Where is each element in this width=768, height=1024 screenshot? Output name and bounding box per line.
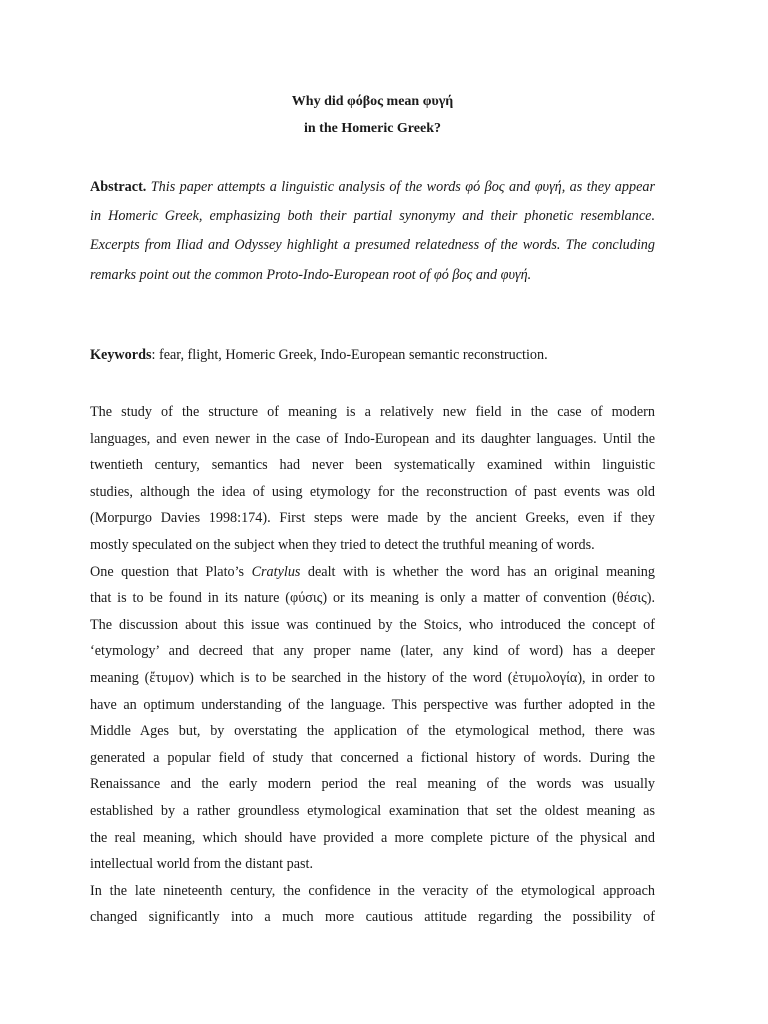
text-line: Middle Ages but, by overstating the application of the etymological method, there was	[90, 723, 655, 740]
text-line: twentieth century, semantics had never been systematically examined within linguistic	[90, 457, 655, 474]
text-line: In the late nineteenth century, the confidence in the veracity of the etymological approach	[90, 882, 655, 899]
text-line	[90, 559, 655, 586]
keywords-text: : fear, flight, Homeric Greek, Indo-European semantic reconstruction.	[151, 347, 548, 363]
text-line: mostly speculated on the subject when they tried to detect the truthful meaning of words.	[90, 536, 595, 553]
text-line: meaning (ἔτυμον) which is to be searched in the history of the word (ἐτυμολογία), in order to	[90, 669, 655, 686]
cratylus-title: Cratylus	[251, 563, 301, 580]
text-line: The discussion about this issue was continued by the Stoics, who introduced the concept of	[90, 616, 655, 633]
text-line: changed significantly into a much more cautious attitude regarding the possibility of	[90, 909, 655, 926]
abstract-text: This paper attempts a linguistic analysis of the words φό βος and φυγή, as they appear in Homeric Greek, emphasizing both their partial synonymy and their phonetic resemblance. Excerpts from Iliad and Odyssey highlight a presumed relatedness of the words. The concluding remarks point out the common Proto-Indo-European root of φό βος and φυγή.	[90, 179, 655, 283]
text-line: generated a popular field of study that concerned a fictional history of words. During the	[90, 749, 655, 766]
text-line: have an optimum understanding of the language. This perspective was further adopted in the	[90, 696, 655, 713]
text-line: (Morpurgo Davies 1998:174). First steps were made by the ancient Greeks, even if they	[90, 510, 655, 527]
paper-title-line-2: in the Homeric Greek?	[304, 121, 441, 136]
text-line: established by a rather groundless etymological examination that set the oldest meaning as	[90, 802, 655, 819]
text-fragment: One question that Plato’s	[90, 563, 252, 580]
text-line: the real meaning, which should have provided a more complete picture of the physical and	[90, 829, 655, 846]
keywords-line	[90, 345, 655, 365]
body-paragraph-3	[90, 878, 655, 931]
text-line: ‘etymology’ and decreed that any proper name (later, any kind of word) has a deeper	[90, 643, 655, 660]
text-line: The study of the structure of meaning is a relatively new field in the case of modern	[90, 404, 655, 420]
text-line: languages, and even newer in the case of Indo-European and its daughter languages. Until the	[90, 430, 655, 447]
text-line: studies, although the idea of using etymology for the reconstruction of past events was old	[90, 483, 655, 500]
body-paragraph-1	[90, 399, 655, 559]
body-paragraph-2	[90, 559, 655, 878]
text-fragment: dealt with is whether the word has an original meaning	[300, 563, 655, 580]
paper-title-line-1: Why did φόβος mean φυγή	[291, 94, 454, 109]
abstract-paragraph	[90, 173, 655, 290]
document-page	[90, 0, 655, 1024]
body-text	[90, 399, 655, 931]
text-line: that is to be found in its nature (φύσις) or its meaning is only a matter of convention (θέσις).	[90, 590, 655, 607]
text-line: intellectual world from the distant past.	[90, 856, 314, 873]
abstract-label: Abstract.	[90, 179, 147, 195]
text-line: Renaissance and the early modern period the real meaning of the words was usually	[90, 776, 655, 793]
keywords-label: Keywords	[90, 347, 152, 363]
